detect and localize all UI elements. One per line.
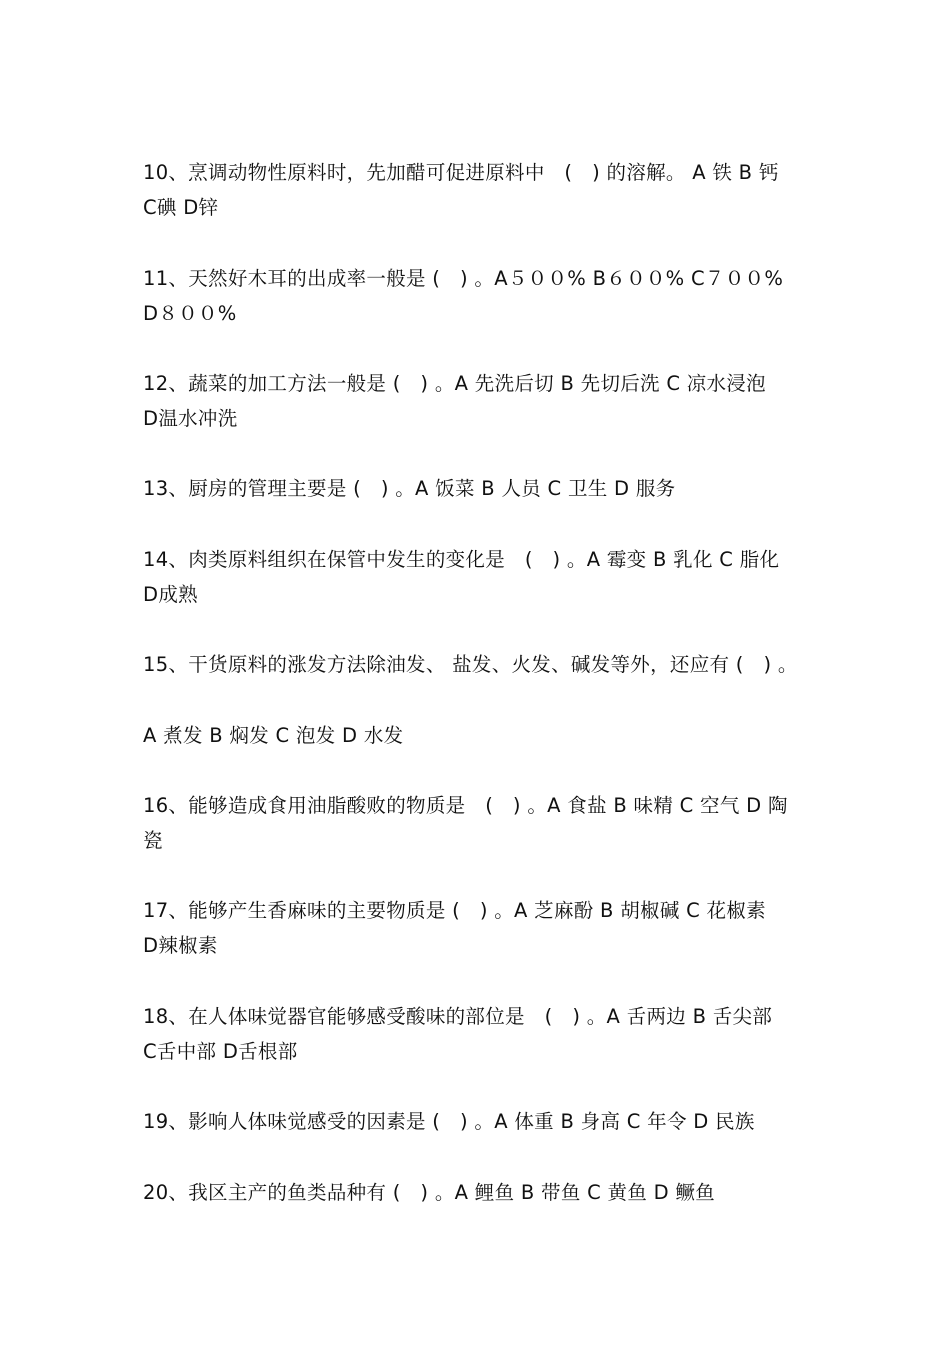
question-17-line-2: D辣椒素 bbox=[143, 934, 218, 957]
question-12-line-1: 12、蔬菜的加工方法一般是 ( ) 。A 先洗后切 B 先切后洗 C 凉水浸泡 bbox=[143, 372, 766, 395]
question-12-line-2: D温水冲洗 bbox=[143, 407, 238, 430]
question-10-line-1: 10、烹调动物性原料时，先加醋可促进原料中 ( ) 的溶解。 A 铁 B 钙 bbox=[143, 161, 779, 184]
question-18-line-2: C舌中部 D舌根部 bbox=[143, 1040, 298, 1063]
question-14-line-2: D成熟 bbox=[143, 583, 198, 606]
question-11-line-2: D８００% bbox=[143, 302, 237, 325]
question-16-line-1: 16、能够造成食用油脂酸败的物质是 ( ) 。A 食盐 B 味精 C 空气 D 陶 bbox=[143, 794, 788, 817]
question-20-line-1: 20、我区主产的鱼类品种有 ( ) 。A 鲤鱼 B 带鱼 C 黄鱼 D 鳜鱼 bbox=[143, 1181, 716, 1204]
question-13-line-1: 13、厨房的管理主要是 ( ) 。A 饭菜 B 人员 C 卫生 D 服务 bbox=[143, 477, 676, 500]
question-16-line-2: 瓷 bbox=[143, 829, 163, 852]
question-14-line-1: 14、肉类原料组织在保管中发生的变化是 ( ) 。A 霉变 B 乳化 C 脂化 bbox=[143, 548, 780, 571]
question-15-line-1: 15、干货原料的涨发方法除油发、 盐发、火发、碱发等外，还应有 ( ) 。 bbox=[143, 653, 798, 676]
question-10-line-2: C碘 D锌 bbox=[143, 196, 219, 219]
question-15-options-line: A 煮发 B 焖发 C 泡发 D 水发 bbox=[143, 724, 404, 747]
question-11-line-1: 11、天然好木耳的出成率一般是 ( ) 。A５００% B６００% C７００% bbox=[143, 267, 784, 290]
question-17-line-1: 17、能够产生香麻味的主要物质是 ( ) 。A 芝麻酚 B 胡椒碱 C 花椒素 bbox=[143, 899, 766, 922]
question-19-line-1: 19、影响人体味觉感受的因素是 ( ) 。A 体重 B 身高 C 年令 D 民族 bbox=[143, 1110, 755, 1133]
question-18-line-1: 18、在人体味觉器官能够感受酸味的部位是 ( ) 。A 舌两边 B 舌尖部 bbox=[143, 1005, 773, 1028]
